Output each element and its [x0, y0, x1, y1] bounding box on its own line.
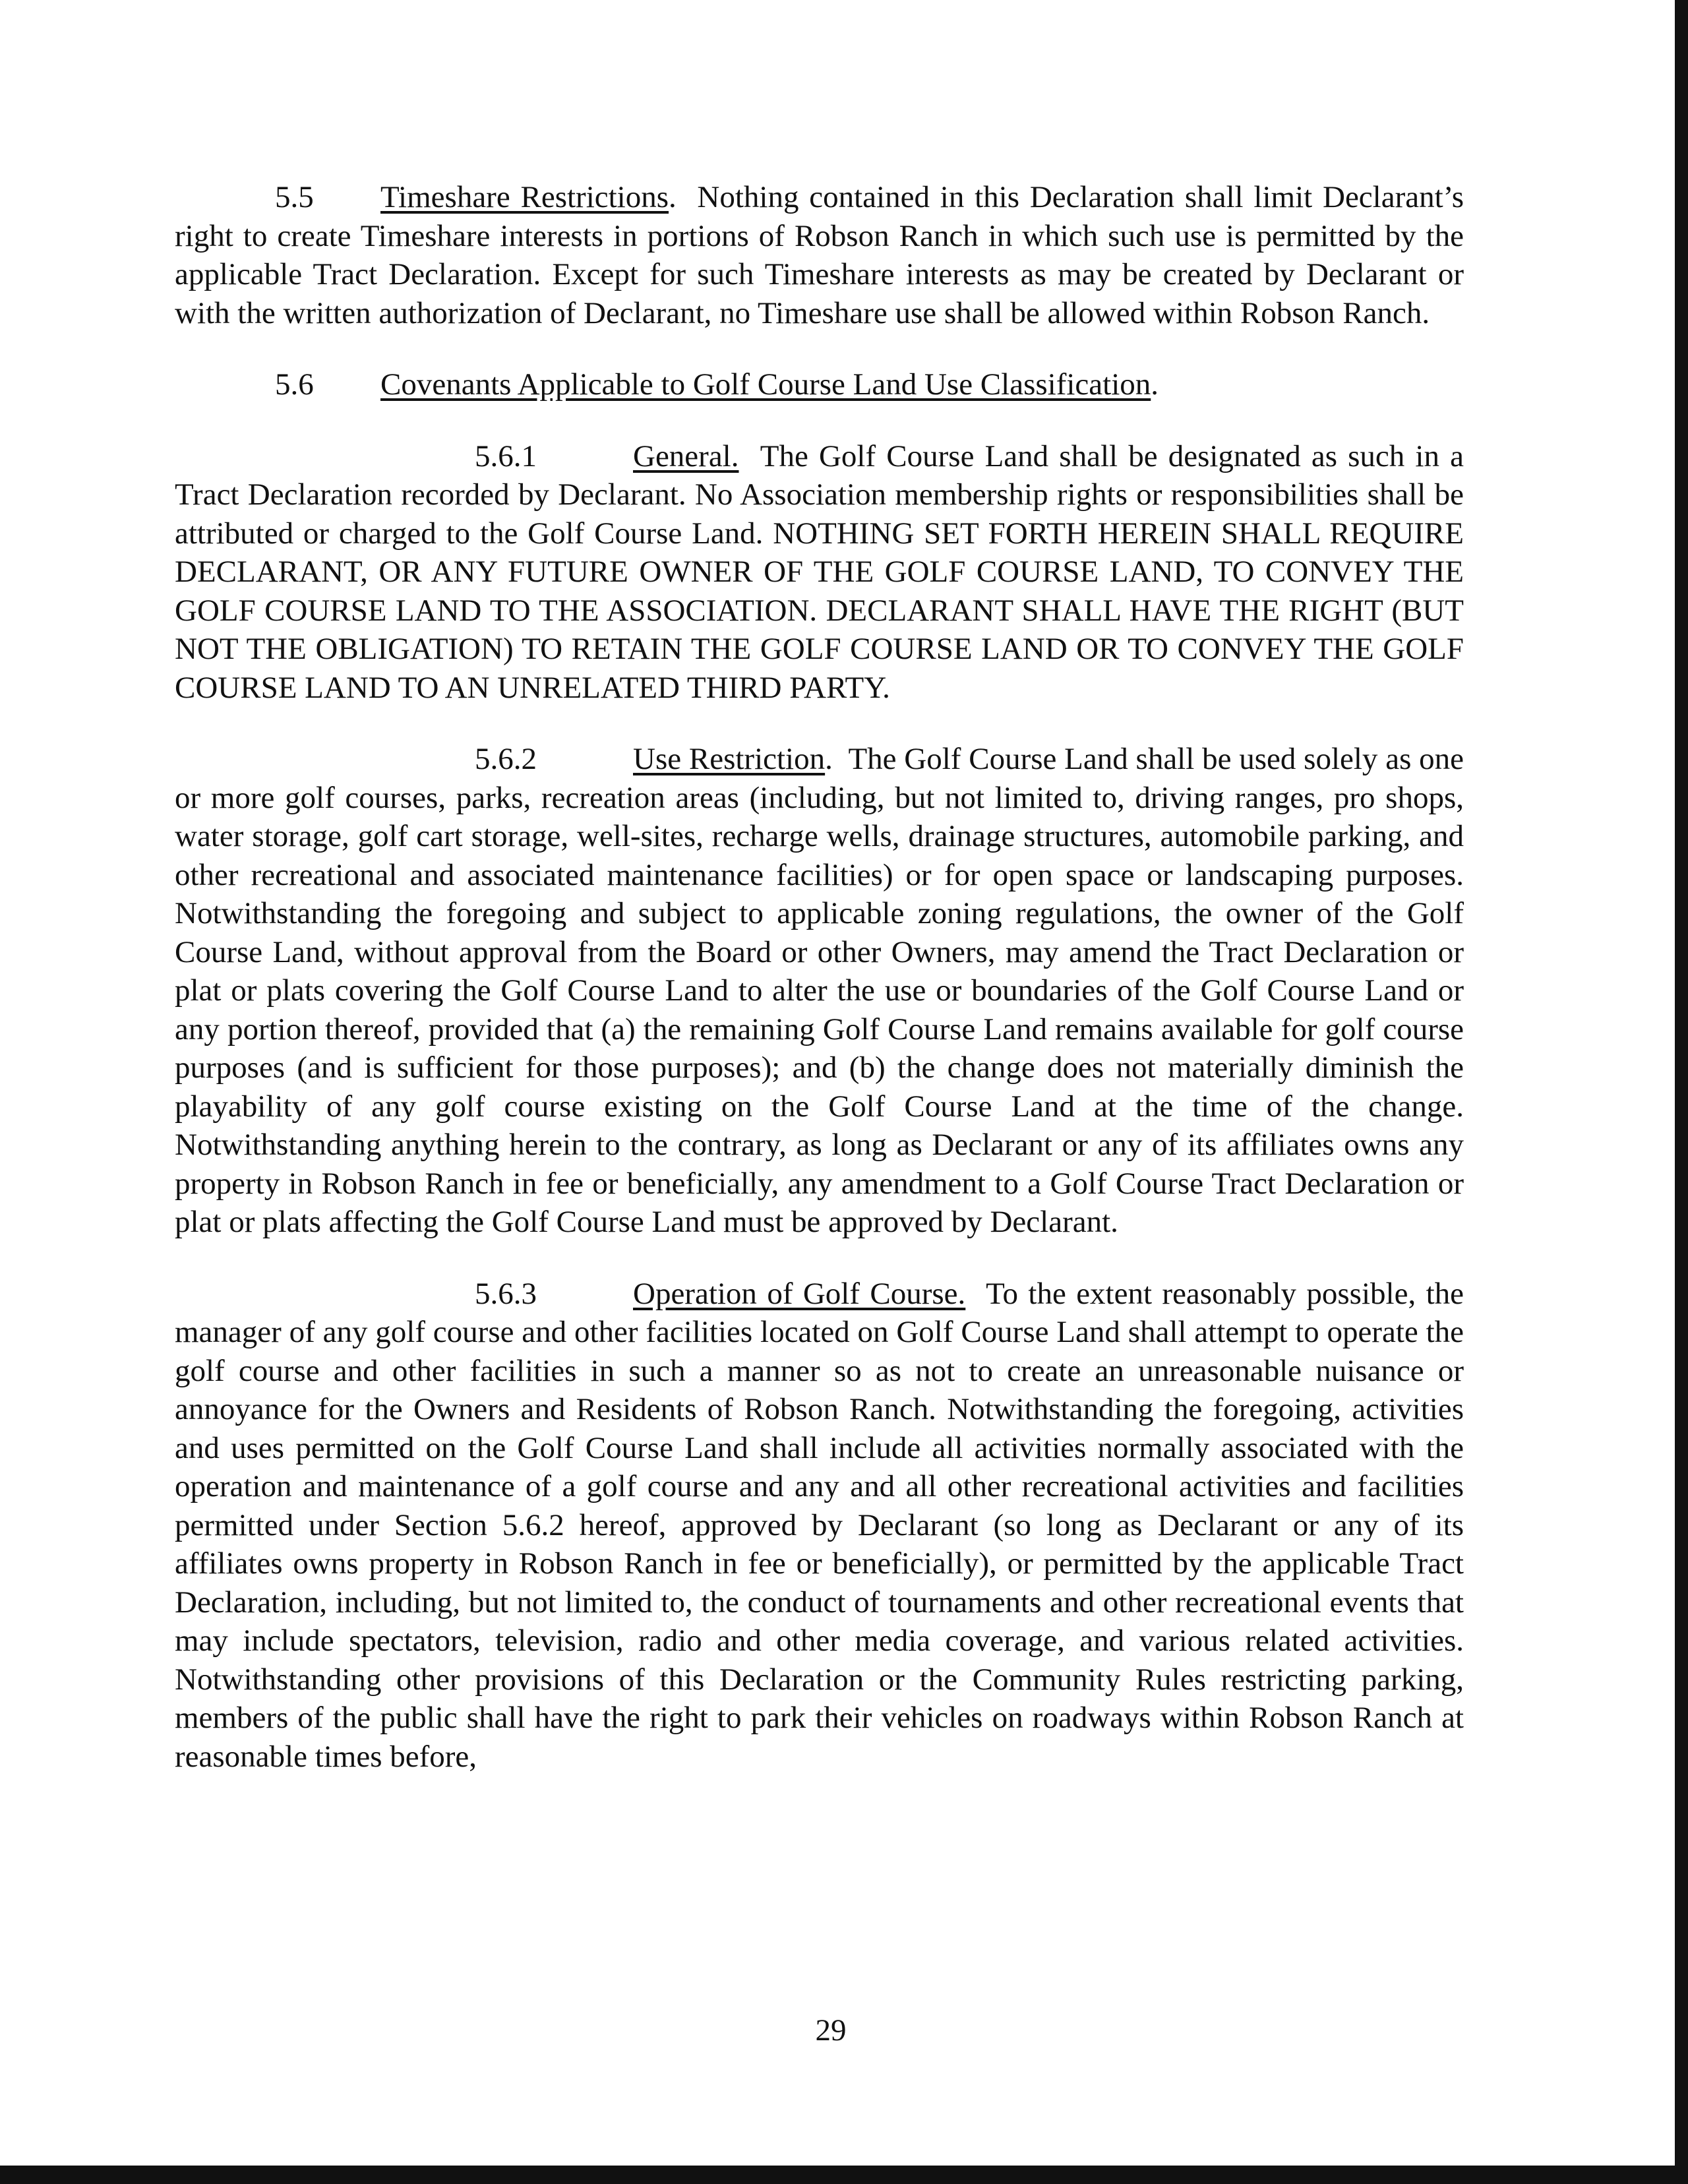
- section-title: Timeshare Restrictions: [380, 180, 669, 214]
- section-number: 5.5: [275, 180, 314, 214]
- section-title-punct: .: [1151, 367, 1159, 402]
- section-5-5: [175, 178, 1464, 332]
- subsection-body: The Golf Course Land shall be designated as such in a Tract Declaration recorded by Declarant. No Association membership rights or responsibilities shall be attributed or charged to the Golf Course Land. NOTHING SET FORTH HEREIN SHALL REQUIRE DECLARANT, OR ANY FUTURE OWNER OF THE GOLF COURSE LAND, TO CONVEY THE GOLF COURSE LAND TO THE ASSOCIATION. DECLARANT SHALL HAVE THE RIGHT (BUT NOT THE OBLIGATION) TO RETAIN THE GOLF COURSE LAND OR TO CONVEY THE GOLF COURSE LAND TO AN UNRELATED THIRD PARTY.: [175, 439, 1464, 705]
- subsection-title: Operation of Golf Course.: [633, 1276, 966, 1311]
- section-number: 5.6: [275, 367, 314, 402]
- subsection-title-punct: .: [825, 742, 833, 776]
- section-title-punct: .: [669, 180, 677, 214]
- subsection-number: 5.6.3: [475, 1276, 537, 1311]
- subsection-title: Use Restriction: [633, 742, 826, 776]
- section-5-6-1: [175, 437, 1464, 708]
- section-5-6: [175, 365, 1464, 404]
- subsection-number: 5.6.1: [475, 439, 537, 473]
- scan-bottom-border: [0, 2166, 1688, 2184]
- section-5-6-3: [175, 1275, 1464, 1776]
- subsection-body: The Golf Course Land shall be used solely as one or more golf courses, parks, recreation areas (including, but not limited to, driving ranges, pro shops, water storage, golf cart storage, well-sites, recharge wells, drainage structures, automobile parking, and other recreational and associated maintenance facilities) or for open space or landscaping purposes. Notwithstanding the foregoing and subject to applicable zoning regulations, the owner of the Golf Course Land, without approval from the Board or other Owners, may amend the Tract Declaration or plat or plats covering the Golf Course Land to alter the use or boundaries of the Golf Course Land or any portion thereof, provided that (a) the remaining Golf Course Land remains available for golf course purposes (and is sufficient for those purposes); and (b) the change does not materially diminish the playability of any golf course existing on the Golf Course Land at the time of the change. Notwithstanding anything herein to the contrary, as long as Declarant or any of its affiliates owns any property in Robson Ranch in fee or beneficially, any amendment to a Golf Course Tract Declaration or plat or plats affecting the Golf Course Land must be approved by Declarant.: [175, 742, 1464, 1239]
- section-5-6-2: [175, 740, 1464, 1242]
- page-number: 29: [815, 2013, 847, 2048]
- subsection-title: General.: [633, 439, 739, 473]
- subsection-body: To the extent reasonably possible, the manager of any golf course and other facilities located on Golf Course Land shall attempt to operate the golf course and other facilities in such a manner so as not to create an unreasonable nuisance or annoyance for the Owners and Residents of Robson Ranch. Notwithstanding the foregoing, activities and uses permitted on the Golf Course Land shall include all activities normally associated with the operation and maintenance of a golf course and any and all other recreational activities and facilities permitted under Section 5.6.2 hereof, approved by Declarant (so long as Declarant or any of its affiliates owns property in Robson Ranch in fee or beneficially), or permitted by the applicable Tract Declaration, including, but not limited to, the conduct of tournaments and other recreational events that may include spectators, television, radio and other media coverage, and various related activities. Notwithstanding other provisions of this Declaration or the Community Rules restricting parking, members of the public shall have the right to park their vehicles on roadways within Robson Ranch at reasonable times before,: [175, 1276, 1464, 1774]
- document-body: [175, 178, 1464, 1809]
- section-title: Covenants Applicable to Golf Course Land Use Classification: [380, 367, 1151, 402]
- scan-right-border: [1675, 0, 1688, 2184]
- section-body: Nothing contained in this Declaration shall limit Declarant’s right to create Timeshare interests in portions of Robson Ranch in which such use is permitted by the applicable Tract Declaration. Except for such Timeshare interests as may be created by Declarant or with the written authorization of Declarant, no Timeshare use shall be allowed within Robson Ranch.: [175, 180, 1464, 330]
- subsection-number: 5.6.2: [475, 742, 537, 776]
